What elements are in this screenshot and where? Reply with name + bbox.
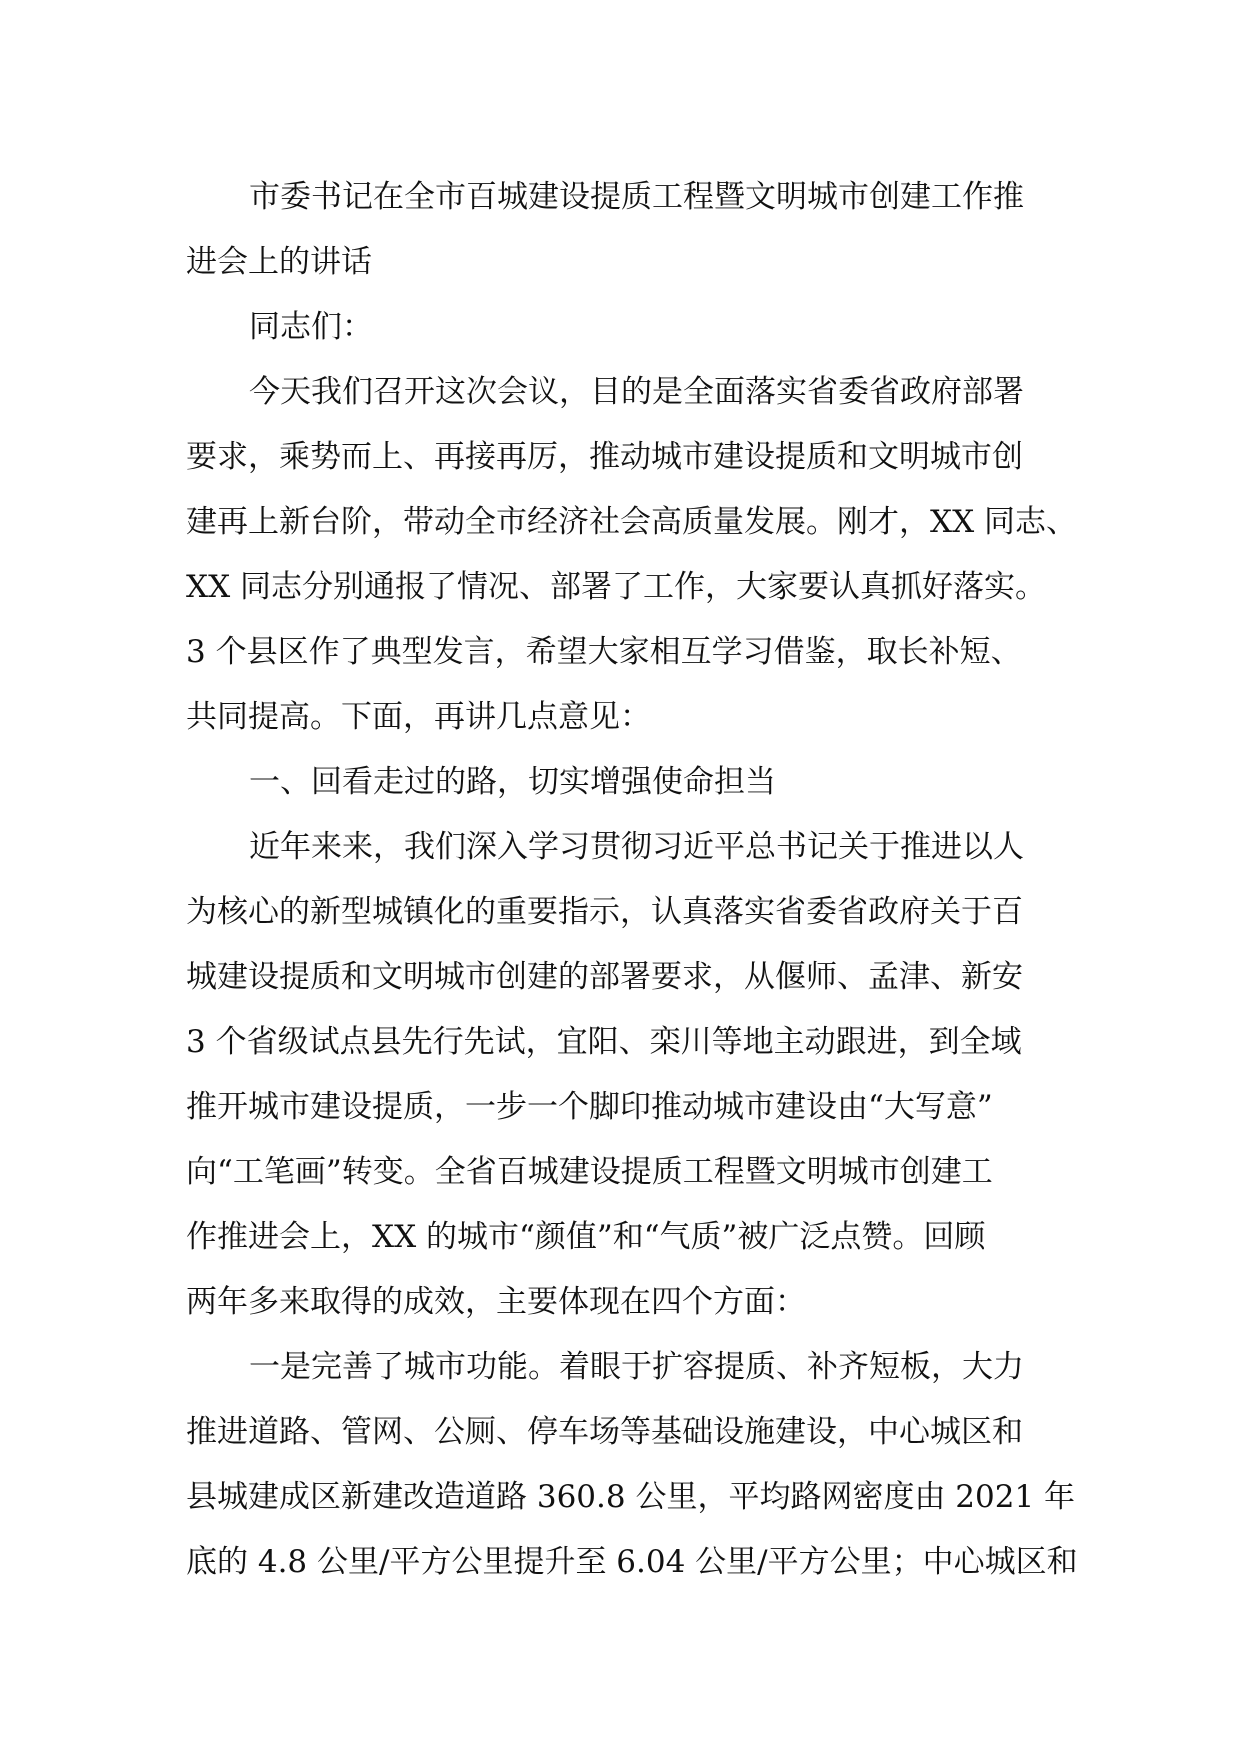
paragraph-2-line-7: 作推进会上，XX 的城市“颜值”和“气质”被广泛点赞。回顾 — [186, 1219, 986, 1255]
salutation: 同志们： — [249, 309, 373, 345]
paragraph-1-line-4: XX 同志分别通报了情况、部署了工作，大家要认真抓好落实。 — [186, 569, 1046, 605]
paragraph-2-line-6: 向“工笔画”转变。全省百城建设提质工程暨文明城市创建工 — [186, 1154, 993, 1190]
paragraph-3-line-3: 县城建成区新建改造道路 360.8 公里，平均路网密度由 2021 年 — [186, 1479, 1076, 1515]
paragraph-2-line-2: 为核心的新型城镇化的重要指示，认真落实省委省政府关于百 — [186, 894, 1023, 930]
section-heading-1: 一、回看走过的路，切实增强使命担当 — [249, 764, 776, 800]
paragraph-1-line-5: 3 个县区作了典型发言，希望大家相互学习借鉴，取长补短、 — [186, 634, 1022, 670]
paragraph-1-line-1: 今天我们召开这次会议，目的是全面落实省委省政府部署 — [249, 374, 1024, 410]
paragraph-2-line-5: 推开城市建设提质，一步一个脚印推动城市建设由“大写意” — [186, 1089, 993, 1125]
title-line-2: 进会上的讲话 — [186, 244, 372, 280]
paragraph-2-line-8: 两年多来取得的成效，主要体现在四个方面： — [186, 1284, 806, 1320]
paragraph-2-line-4: 3 个省级试点县先行先试，宜阳、栾川等地主动跟进，到全域 — [186, 1024, 1022, 1060]
paragraph-2-line-3: 城建设提质和文明城市创建的部署要求，从偃师、孟津、新安 — [186, 959, 1023, 995]
paragraph-1-line-2: 要求，乘势而上、再接再厉，推动城市建设提质和文明城市创 — [186, 439, 1023, 475]
title-line-1: 市委书记在全市百城建设提质工程暨文明城市创建工作推 — [249, 179, 1024, 215]
paragraph-2-line-1: 近年来来，我们深入学习贯彻习近平总书记关于推进以人 — [249, 829, 1024, 865]
paragraph-1-line-3: 建再上新台阶，带动全市经济社会高质量发展。刚才，XX 同志、 — [186, 504, 1077, 540]
paragraph-3-line-4: 底的 4.8 公里/平方公里提升至 6.04 公里/平方公里；中心城区和 — [186, 1544, 1078, 1580]
paragraph-3-line-2: 推进道路、管网、公厕、停车场等基础设施建设，中心城区和 — [186, 1414, 1023, 1450]
paragraph-1-line-6: 共同提高。下面，再讲几点意见： — [186, 699, 651, 735]
paragraph-3-line-1: 一是完善了城市功能。着眼于扩容提质、补齐短板，大力 — [249, 1349, 1024, 1385]
